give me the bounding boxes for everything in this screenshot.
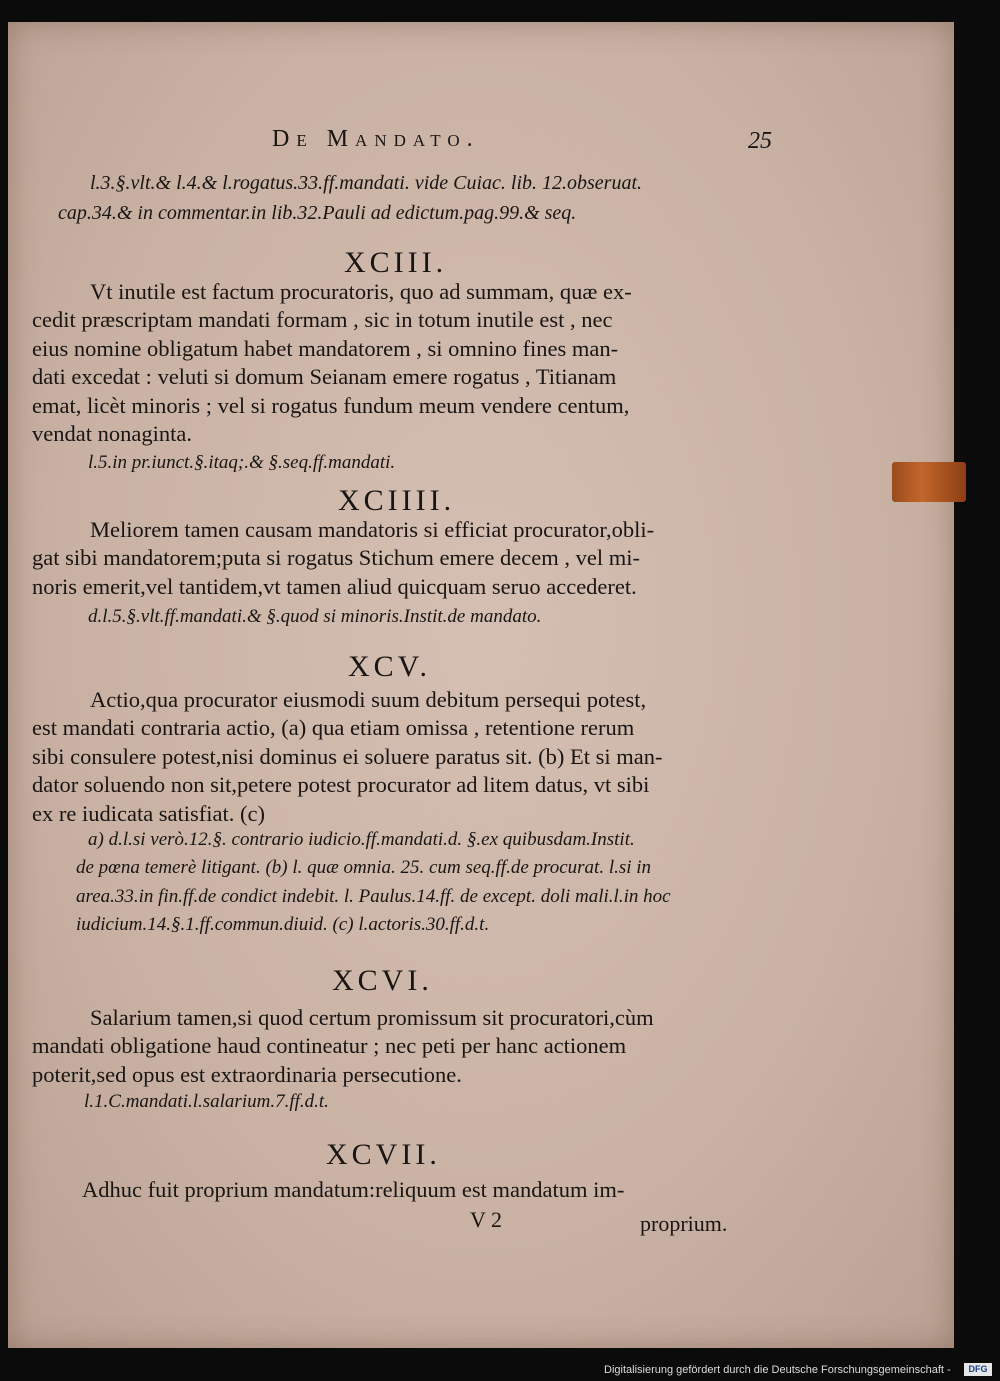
text-line: Salarium tamen,si quod certum promissum sit procuratori,cùm <box>90 1005 654 1030</box>
note-line: l.5.in pr.iunct.§.itaq;.& §.seq.ff.mandati. <box>88 452 396 473</box>
dfg-logo-icon: DFG <box>964 1363 992 1376</box>
catchword: proprium. <box>640 1211 728 1236</box>
section-text-xciiii <box>32 516 654 601</box>
section-heading-xciii: XCIII. <box>344 246 448 279</box>
text-line: Meliorem tamen causam mandatoris si efficiat procurator,obli- <box>90 517 655 542</box>
text-line: cedit præscriptam mandati formam , sic in totum inutile est , nec <box>32 307 613 333</box>
note-line: area.33.in fin.ff.de condict indebit. l. Paulus.14.ff. de except. doli mali.l.in hoc <box>76 885 671 907</box>
note-line: iudicium.14.§.1.ff.commun.diuid. (c) l.actoris.30.ff.d.t. <box>76 914 490 936</box>
note-line: a) d.l.si verò.12.§. contrario iudicio.ff.mandati.d. §.ex quibusdam.Instit. <box>88 829 635 850</box>
text-line: noris emerit,vel tantidem,vt tamen aliud quicquam seruo accederet. <box>32 573 637 599</box>
book-page <box>8 22 954 1348</box>
top-citation-line-1: l.3.§.vlt.& l.4.& l.rogatus.33.ff.mandati. vide Cuiac. lib. 12.obseruat. <box>90 172 643 194</box>
section-heading-xcv: XCV. <box>348 650 431 683</box>
section-heading-xciiii: XCIIII. <box>338 484 456 517</box>
text-line: Actio,qua procurator eiusmodi suum debitum persequi potest, <box>90 687 647 712</box>
top-citation-line-2: cap.34.& in commentar.in lib.32.Pauli ad edictum.pag.99.& seq. <box>58 202 577 224</box>
page-text <box>8 22 954 1348</box>
page-tab-marker <box>892 462 966 502</box>
text-line: Adhuc fuit proprium mandatum:reliquum est mandatum im- <box>82 1177 625 1202</box>
section-note-xciiii <box>88 603 541 631</box>
section-text-xcv <box>32 686 663 828</box>
text-line: eius nomine obligatum habet mandatorem , si omnino fines man- <box>32 335 619 361</box>
text-line: emat, licèt minoris ; vel si rogatus fundum meum vendere centum, <box>32 392 630 418</box>
text-line: mandati obligatione haud contineatur ; nec peti per hanc actionem <box>32 1033 627 1059</box>
section-note-xciii <box>88 449 395 477</box>
section-text-xcvii <box>32 1176 624 1204</box>
note-line: l.1.C.mandati.l.salarium.7.ff.d.t. <box>84 1091 329 1112</box>
text-line: poterit,sed opus est extraordinaria persecutione. <box>32 1061 462 1087</box>
section-heading-xcvii: XCVII. <box>326 1138 441 1171</box>
text-line: gat sibi mandatorem;puta si rogatus Stichum emere decem , vel mi- <box>32 545 640 571</box>
text-line: dati excedat : veluti si domum Seianam emere rogatus , Titianam <box>32 364 617 390</box>
text-line: ex re iudicata satisfiat. (c) <box>32 800 266 826</box>
text-line: sibi consulere potest,nisi dominus ei soluere paratus sit. (b) Et si man- <box>32 743 663 769</box>
note-line: d.l.5.§.vlt.ff.mandati.& §.quod si minoris.Instit.de mandato. <box>88 606 542 627</box>
section-note-xcvi <box>84 1088 329 1116</box>
section-text-xciii <box>32 278 632 448</box>
text-line: Vt inutile est factum procuratoris, quo ad summam, quæ ex- <box>90 279 632 304</box>
text-line: est mandati contraria actio, (a) qua etiam omissa , retentione rerum <box>32 715 635 741</box>
text-line: vendat nonaginta. <box>32 420 192 446</box>
text-line: dator soluendo non sit,petere potest procurator ad litem datus, vt sibi <box>32 772 650 798</box>
section-text-xcvi <box>32 1004 654 1089</box>
section-heading-xcvi: XCVI. <box>332 964 433 997</box>
section-notes-xcv <box>76 826 671 940</box>
signature-mark: V 2 <box>470 1207 502 1232</box>
note-line: de pœna temerè litigant. (b) l. quæ omnia. 25. cum seq.ff.de procurat. l.si in <box>76 857 652 879</box>
running-title: De Mandato. <box>272 126 480 152</box>
page-number: 25 <box>748 128 772 154</box>
footer-credit: Digitalisierung gefördert durch die Deutsche Forschungsgemeinschaft - <box>604 1364 951 1376</box>
